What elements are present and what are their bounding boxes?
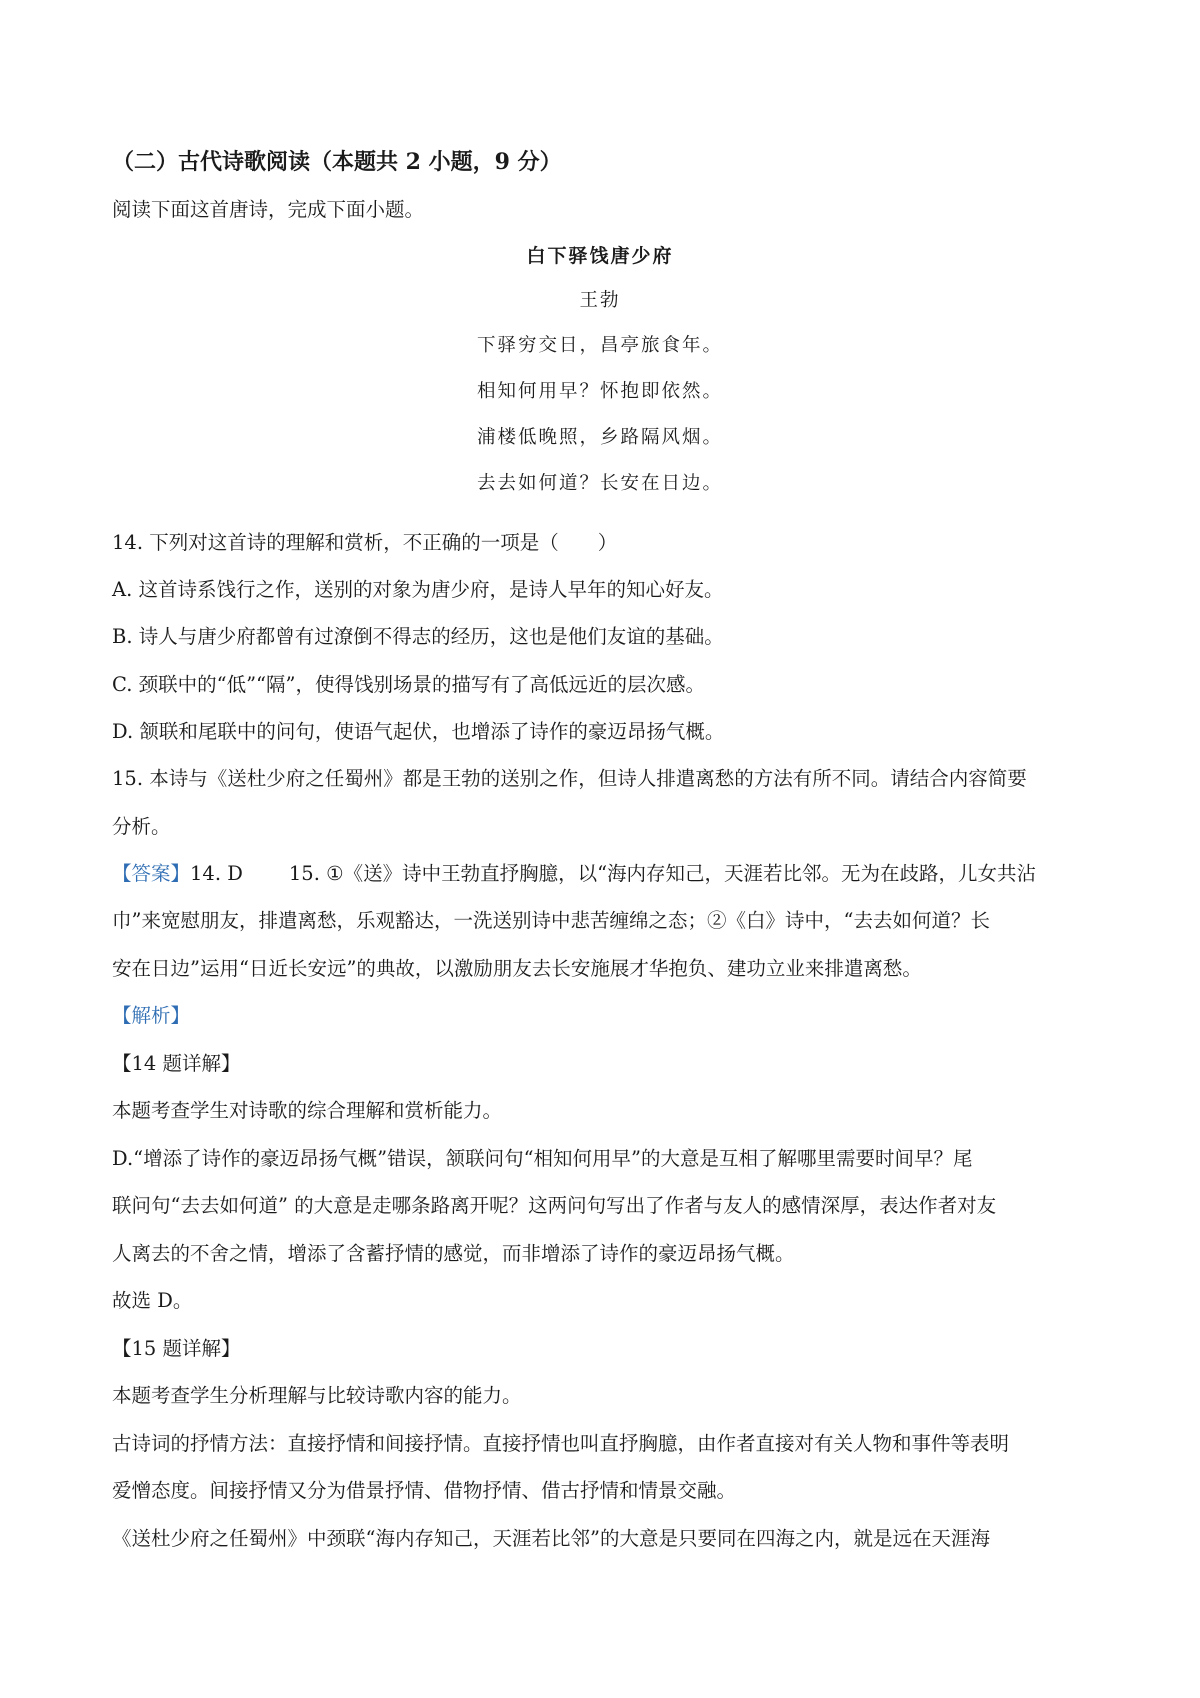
analysis-15-line: 古诗词的抒情方法：直接抒情和间接抒情。直接抒情也叫直抒胸臆，由作者直接对有关人物和事件等表明 bbox=[112, 1432, 1010, 1455]
analysis-14-intro: 本题考查学生对诗歌的综合理解和赏析能力。 bbox=[112, 1099, 503, 1122]
analysis-14-heading: 【14 题详解】 bbox=[112, 1052, 241, 1075]
answer-line: 巾”来宽慰朋友，排遣离愁，乐观豁达，一洗送别诗中悲苦缠绵之态；②《白》诗中，“去去如何道？长 bbox=[112, 909, 990, 932]
answer-line: 安在日边”运用“日近长安远”的典故，以激励朋友去长安施展才华抱负、建功立业来排遣离愁。 bbox=[112, 957, 922, 980]
poem-line: 相知何用早？怀抱即依然。 bbox=[476, 381, 723, 402]
analysis-15-intro: 本题考查学生分析理解与比较诗歌内容的能力。 bbox=[112, 1384, 522, 1407]
analysis-14-line: 联问句“去去如何道” 的大意是走哪条路离开呢？这两问句写出了作者与友人的感情深厚，表达作者对友 bbox=[112, 1194, 997, 1217]
answer-line bbox=[112, 860, 1102, 888]
question-15-line: 分析。 bbox=[112, 815, 171, 838]
reading-instruction: 阅读下面这首唐诗，完成下面小题。 bbox=[112, 198, 425, 221]
analysis-14-line: D.“增添了诗作的豪迈昂扬气概”错误，颔联问句“相知何用早”的大意是互相了解哪里需要时间早？尾 bbox=[112, 1147, 973, 1170]
analysis-14-line: 人离去的不舍之情，增添了含蓄抒情的感觉，而非增添了诗作的豪迈昂扬气概。 bbox=[112, 1242, 795, 1265]
section-heading: （二）古代诗歌阅读（本题共 2 小题，9 分） bbox=[112, 149, 562, 175]
answer-tag: 【答案】 bbox=[112, 862, 191, 885]
question-15-line: 15. 本诗与《送杜少府之任蜀州》都是王勃的送别之作，但诗人排遣离愁的方法有所不同。请结合内容简要 bbox=[112, 767, 1027, 790]
question-14-option-b: B. 诗人与唐少府都曾有过潦倒不得志的经历，这也是他们友谊的基础。 bbox=[112, 625, 724, 648]
question-14-option-c: C. 颈联中的“低”“隔”，使得饯别场景的描写有了高低远近的层次感。 bbox=[112, 673, 705, 696]
analysis-15-line: 《送杜少府之任蜀州》中颈联“海内存知己，天涯若比邻”的大意是只要同在四海之内，就是远在天涯海 bbox=[112, 1527, 990, 1550]
poem-line: 浦楼低晚照，乡路隔风烟。 bbox=[476, 427, 723, 448]
analysis-15-line: 爱憎态度。间接抒情又分为借景抒情、借物抒情、借古抒情和情景交融。 bbox=[112, 1479, 737, 1502]
poem-line: 去去如何道？长安在日边。 bbox=[476, 473, 723, 494]
analysis-14-conclusion: 故选 D。 bbox=[112, 1289, 193, 1312]
poem-line: 下驿穷交日，昌亭旅食年。 bbox=[476, 335, 723, 356]
analysis-tag: 【解析】 bbox=[112, 1004, 191, 1027]
question-14-stem: 14. 下列对这首诗的理解和赏析，不正确的一项是（ ） bbox=[112, 531, 618, 554]
poem-title: 白下驿饯唐少府 bbox=[526, 245, 674, 267]
answer-15: 15. ①《送》诗中王勃直抒胸臆，以“海内存知己，天涯若比邻。无为在歧路，儿女共沾 bbox=[288, 862, 1037, 885]
question-14-option-d: D. 颔联和尾联中的问句，使语气起伏，也增添了诗作的豪迈昂扬气概。 bbox=[112, 720, 725, 743]
poem-author: 王勃 bbox=[579, 290, 621, 311]
analysis-15-heading: 【15 题详解】 bbox=[112, 1337, 241, 1360]
answer-14: 14. D bbox=[190, 862, 243, 885]
question-14-option-a: A. 这首诗系饯行之作，送别的对象为唐少府，是诗人早年的知心好友。 bbox=[112, 578, 724, 601]
